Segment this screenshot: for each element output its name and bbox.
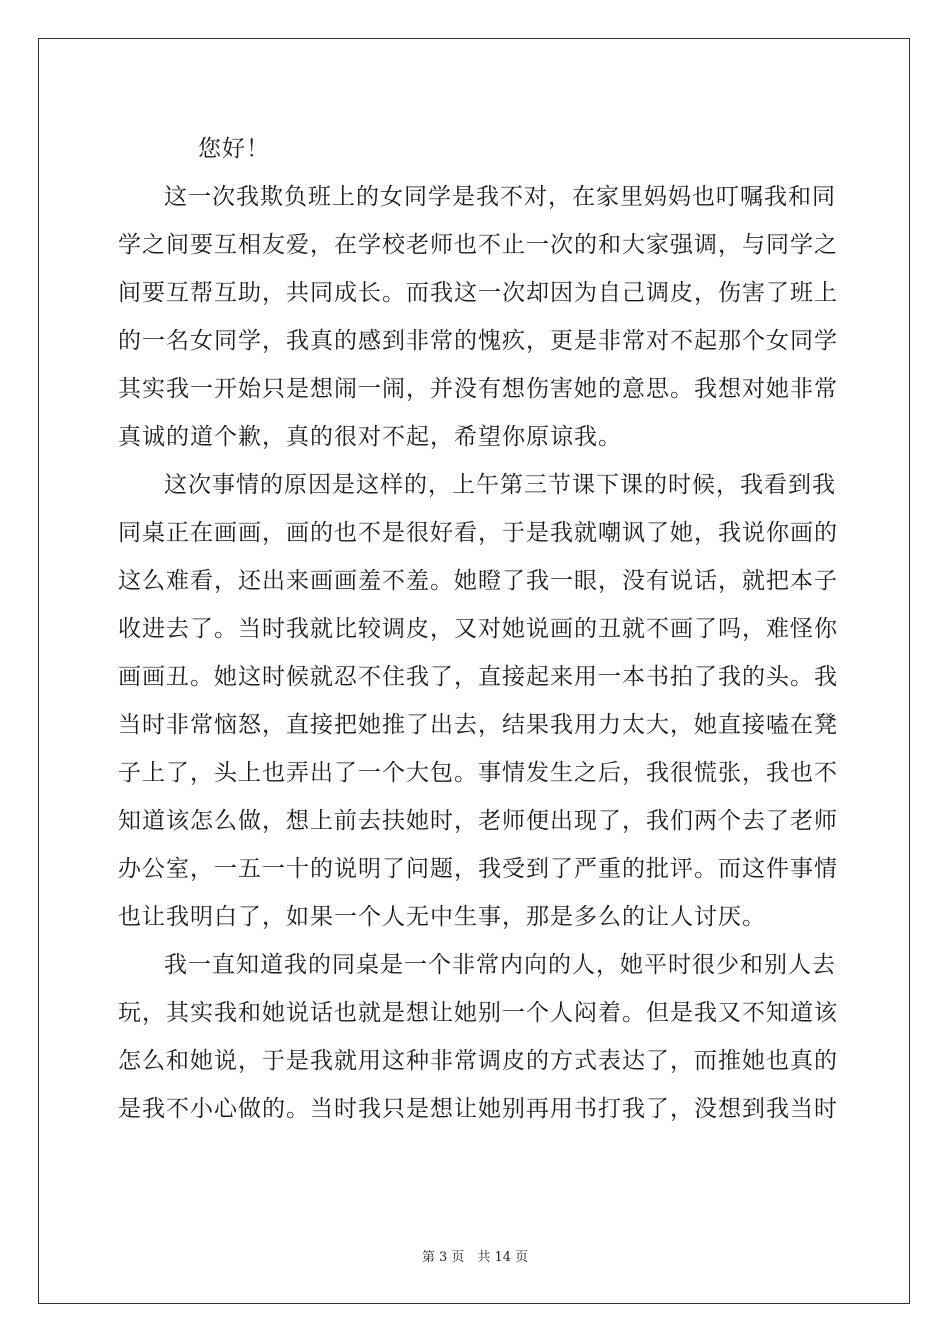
text-line: 当时非常恼怒，直接把她推了出去，结果我用力太大，她直接嗑在凳 (118, 712, 838, 738)
text-line: 同桌正在画画，画的也不是很好看，于是我就嘲讽了她，我说你画的 (118, 520, 838, 546)
text-line: 我一直知道我的同桌是一个非常内向的人，她平时很少和别人去 (164, 952, 836, 978)
letter-greeting: 您好！ (198, 136, 270, 162)
text-line: 真诚的道个歉，真的很对不起，希望你原谅我。 (118, 424, 622, 450)
text-line: 办公室，一五一十的说明了问题，我受到了严重的批评。而这件事情 (118, 856, 838, 882)
text-line: 玩，其实我和她说话也就是想让她别一个人闷着。但是我又不知道该 (118, 1000, 838, 1026)
text-line: 学之间要互相友爱，在学校老师也不止一次的和大家强调，与同学之 (118, 232, 838, 258)
text-line: 这次事情的原因是这样的，上午第三节课下课的时候，我看到我 (164, 472, 836, 498)
text-line: 这一次我欺负班上的女同学是我不对，在家里妈妈也叮嘱我和同 (164, 184, 836, 210)
text-line: 的一名女同学，我真的感到非常的愧疚，更是非常对不起那个女同学 (118, 328, 838, 354)
text-line: 知道该怎么做，想上前去扶她时，老师便出现了，我们两个去了老师 (118, 808, 838, 834)
letter-body (118, 125, 838, 1133)
page-number-footer: 第 3 页 共 14 页 (421, 1250, 529, 1265)
paragraph-3 (118, 941, 838, 1133)
text-line: 子上了，头上也弄出了一个大包。事情发生之后，我很慌张，我也不 (118, 760, 838, 786)
paragraph-2 (118, 461, 838, 941)
paragraph-1 (118, 173, 838, 461)
text-line: 间要互帮互助，共同成长。而我这一次却因为自己调皮，伤害了班上 (118, 280, 838, 306)
text-line: 收进去了。当时我就比较调皮，又对她说画的丑就不画了吗，难怪你 (118, 616, 838, 642)
text-line: 怎么和她说，于是我就用这种非常调皮的方式表达了，而推她也真的 (118, 1048, 838, 1074)
text-line: 画画丑。她这时候就忍不住我了，直接起来用一本书拍了我的头。我 (118, 664, 838, 690)
text-line: 其实我一开始只是想闹一闹，并没有想伤害她的意思。我想对她非常 (118, 376, 838, 402)
text-line: 是我不小心做的。当时我只是想让她别再用书打我了，没想到我当时 (118, 1096, 838, 1122)
text-line: 也让我明白了，如果一个人无中生事，那是多么的让人讨厌。 (118, 904, 766, 930)
text-line: 这么难看，还出来画画羞不羞。她瞪了我一眼，没有说话，就把本子 (118, 568, 838, 594)
